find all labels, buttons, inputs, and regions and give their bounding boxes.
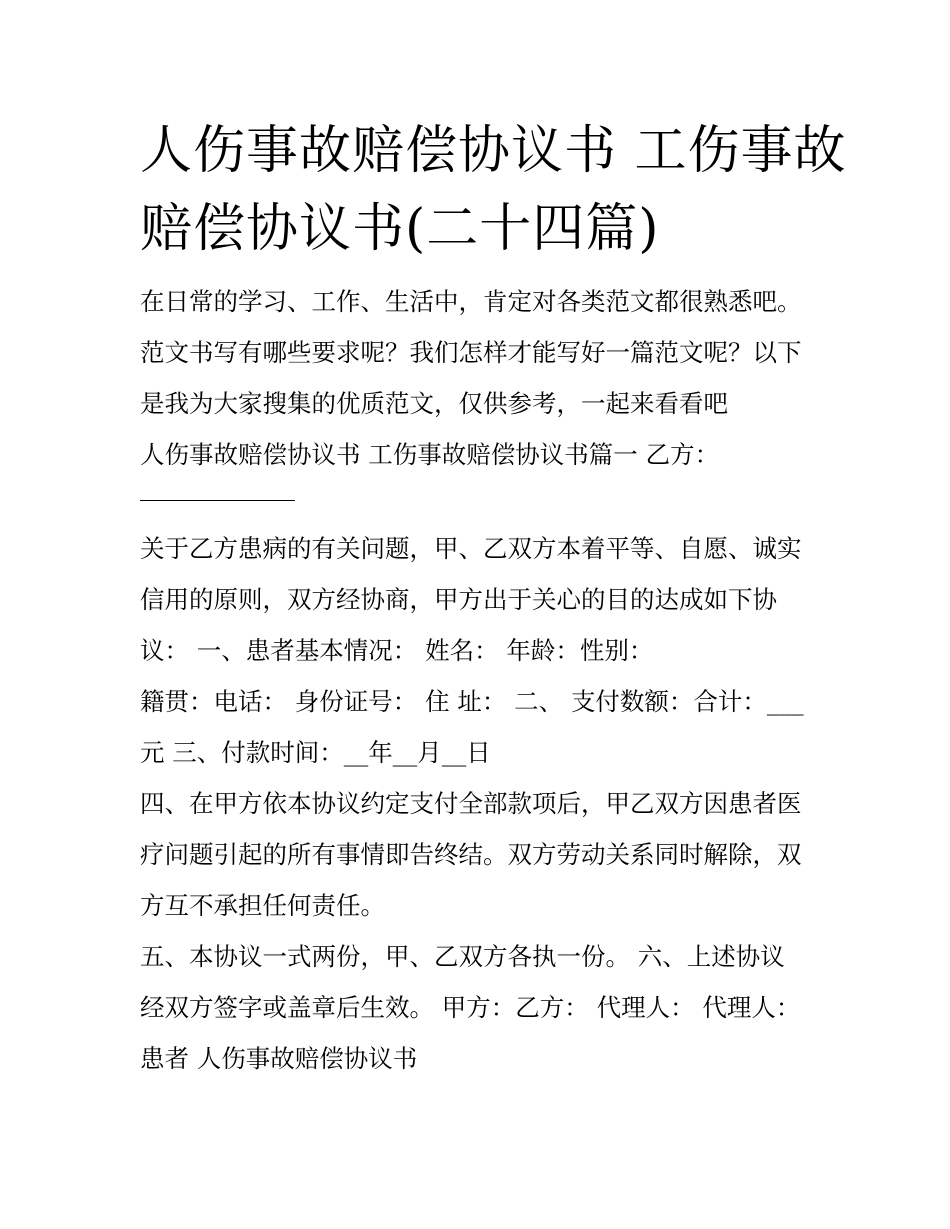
body-line: 籍贯：电话： 身份证号： 住 址： 二、 支付数额：合计：___: [140, 687, 804, 716]
body-line: 四、在甲方依本协议约定支付全部款项后，甲乙双方因患者医: [140, 789, 802, 818]
section-heading-line: 人伤事故赔偿协议书 工伤事故赔偿协议书篇一 乙方：: [140, 440, 720, 469]
title-line: 人伤事故赔偿协议书 工伤事故: [140, 121, 847, 181]
body-line: 议： 一、患者基本情况： 姓名： 年龄：性别：: [140, 636, 654, 665]
body-line: 元 三、付款时间：__年__月__日: [140, 738, 491, 767]
document-title: [140, 112, 847, 268]
body-line: 经双方签字或盖章后生效。 甲方：乙方： 代理人： 代理人：: [140, 993, 801, 1022]
body-line: 五、本协议一式两份，甲、乙双方各执一份。 六、上述协议: [140, 942, 785, 971]
body-line: 信用的原则，双方经协商，甲方出于关心的目的达成如下协: [140, 585, 777, 614]
intro-line: 在日常的学习、工作、生活中，肯定对各类范文都很熟悉吧。: [140, 287, 802, 316]
intro-line: 是我为大家搜集的优质范文，仅供参考，一起来看看吧: [140, 389, 728, 418]
body-line: 方互不承担任何责任。: [140, 891, 385, 920]
document-body: [140, 276, 820, 1084]
body-line: 关于乙方患病的有关问题，甲、乙双方本着平等、自愿、诚实: [140, 534, 802, 563]
intro-line: 范文书写有哪些要求呢？我们怎样才能写好一篇范文呢？以下: [140, 338, 802, 367]
title-line: 赔偿协议书(二十四篇): [140, 199, 660, 259]
body-line: 患者 人伤事故赔偿协议书: [140, 1044, 418, 1073]
blank-underline: [140, 500, 295, 501]
body-line: 疗问题引起的所有事情即告终结。双方劳动关系同时解除，双: [140, 840, 802, 869]
